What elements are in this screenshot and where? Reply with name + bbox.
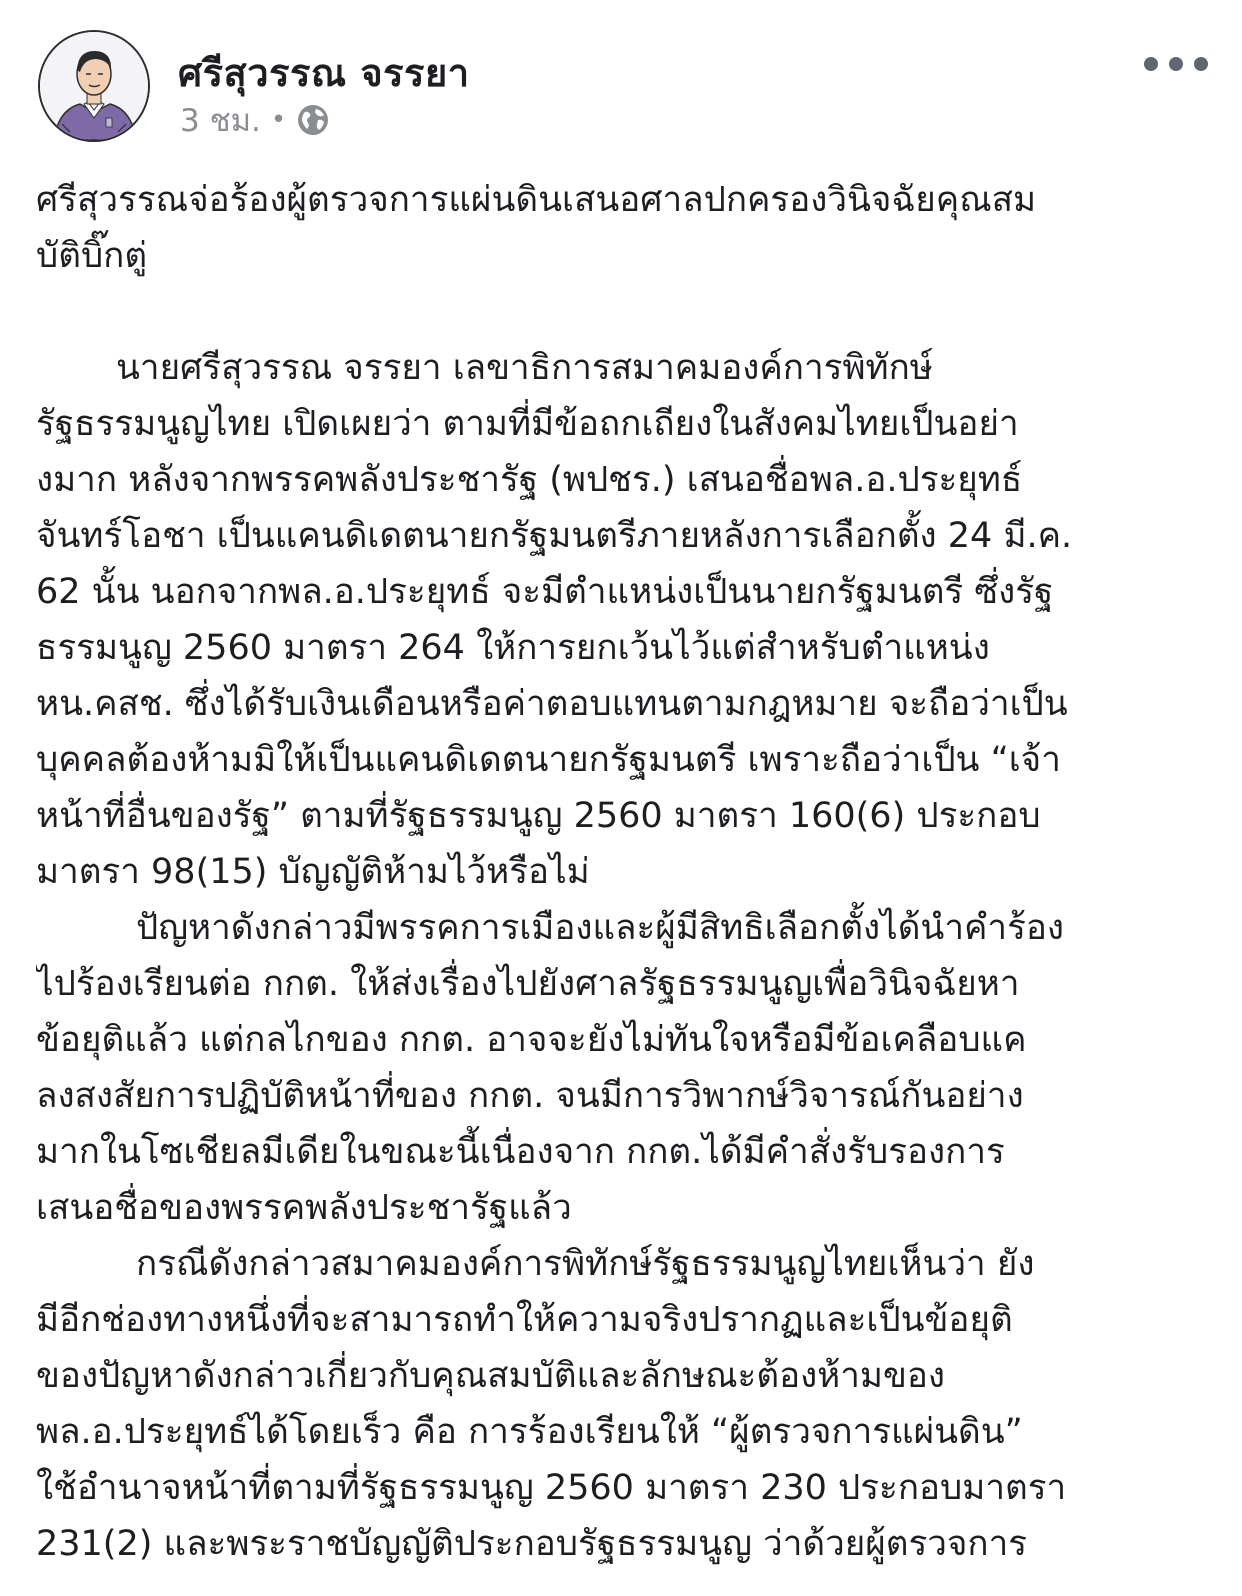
paragraph-line: หน.คสช. ซึ่งได้รับเงินเดือนหรือค่าตอบแทนตามกฎหมาย จะถือว่าเป็น bbox=[36, 684, 1068, 724]
paragraph-line: รัฐธรรมนูญไทย เปิดเผยว่า ตามที่มีข้อถกเถียงในสังคมไทยเป็นอย่า bbox=[36, 404, 1019, 444]
meta-separator: • bbox=[270, 105, 287, 135]
paragraph-line: ใช้อำนาจหน้าที่ตามที่รัฐธรรมนูญ 2560 มาตรา 230 ประกอบมาตรา bbox=[36, 1468, 1067, 1508]
paragraph-line: มาตรา 98(15) บัญญัติห้ามไว้หรือไม่ bbox=[36, 852, 590, 892]
paragraph-line: 62 นั้น นอกจากพล.อ.ประยุทธ์ จะมีตำแหน่งเป็นนายกรัฐมนตรี ซึ่งรัฐ bbox=[36, 572, 1054, 612]
paragraph-line: ธรรมนูญ 2560 มาตรา 264 ให้การยกเว้นไว้แต่สำหรับตำแหน่ง bbox=[36, 628, 990, 668]
paragraph-line: เสนอชื่อของพรรคพลังประชารัฐแล้ว bbox=[36, 1188, 572, 1228]
paragraph-line: ข้อยุติแล้ว แต่กลไกของ กกต. อาจจะยังไม่ทันใจหรือมีข้อเคลือบแค bbox=[36, 1020, 1027, 1060]
post-title-line: ศรีสุวรรณจ่อร้องผู้ตรวจการแผ่นดินเสนอศาลปกครองวินิจฉัยคุณสม bbox=[36, 180, 1037, 220]
author-avatar[interactable] bbox=[38, 30, 150, 142]
paragraph-line: บุคคลต้องห้ามมิให้เป็นแคนดิเดตนายกรัฐมนตรี เพราะถือว่าเป็น “เจ้า bbox=[36, 740, 1061, 780]
post-header bbox=[38, 30, 1208, 150]
more-dot bbox=[1169, 57, 1183, 71]
paragraph-line: จันทร์โอชา เป็นแคนดิเดตนายกรัฐมนตรีภายหลังการเลือกตั้ง 24 มี.ค. bbox=[36, 516, 1073, 556]
paragraph-line: มีอีกช่องทางหนึ่งที่จะสามารถทำให้ความจริงปรากฏและเป็นข้อยุติ bbox=[36, 1300, 1013, 1340]
more-options-icon[interactable] bbox=[1144, 48, 1208, 80]
author-name[interactable]: ศรีสุวรรณ จรรยา bbox=[178, 51, 470, 95]
paragraph-line: กรณีดังกล่าวสมาคมองค์การพิทักษ์รัฐธรรมนูญไทยเห็นว่า ยัง bbox=[136, 1244, 1035, 1284]
post-meta bbox=[180, 100, 330, 140]
paragraph-line: ของปัญหาดังกล่าวเกี่ยวกับคุณสมบัติและลักษณะต้องห้ามของ bbox=[36, 1356, 946, 1396]
paragraph-line: ลงสงสัยการปฏิบัติหน้าที่ของ กกต. จนมีการวิพากษ์วิจารณ์กันอย่าง bbox=[36, 1076, 1024, 1116]
paragraph-line: ปัญหาดังกล่าวมีพรรคการเมืองและผู้มีสิทธิเลือกตั้งได้นำคำร้อง bbox=[136, 908, 1064, 948]
blank-line bbox=[36, 284, 1211, 340]
post-timestamp[interactable]: 3 ชม. bbox=[180, 103, 261, 139]
more-dot bbox=[1194, 57, 1208, 71]
avatar-illustration bbox=[40, 32, 148, 140]
globe-icon[interactable] bbox=[296, 103, 330, 137]
paragraph-line: พล.อ.ประยุทธ์ได้โดยเร็ว คือ การร้องเรียนให้ “ผู้ตรวจการแผ่นดิน” bbox=[36, 1412, 1023, 1452]
post-body bbox=[36, 172, 1211, 1572]
post-title-line: บัติบิ๊กตู่ bbox=[36, 236, 148, 276]
paragraph-line: 231(2) และพระราชบัญญัติประกอบรัฐธรรมนูญ ว่าด้วยผู้ตรวจการ bbox=[36, 1524, 1028, 1564]
more-dot bbox=[1144, 57, 1158, 71]
paragraph-line: ไปร้องเรียนต่อ กกต. ให้ส่งเรื่องไปยังศาลรัฐธรรมนูญเพื่อวินิจฉัยหา bbox=[36, 964, 1020, 1004]
paragraph-line: นายศรีสุวรรณ จรรยา เลขาธิการสมาคมองค์การพิทักษ์ bbox=[116, 348, 933, 388]
paragraph-line: งมาก หลังจากพรรคพลังประชารัฐ (พปชร.) เสนอชื่อพล.อ.ประยุทธ์ bbox=[36, 460, 1023, 500]
paragraph-line: หน้าที่อื่นของรัฐ” ตามที่รัฐธรรมนูญ 2560 มาตรา 160(6) ประกอบ bbox=[36, 796, 1041, 836]
paragraph-line: มากในโซเชียลมีเดียในขณะนี้เนื่องจาก กกต.ได้มีคำสั่งรับรองการ bbox=[36, 1132, 1005, 1172]
